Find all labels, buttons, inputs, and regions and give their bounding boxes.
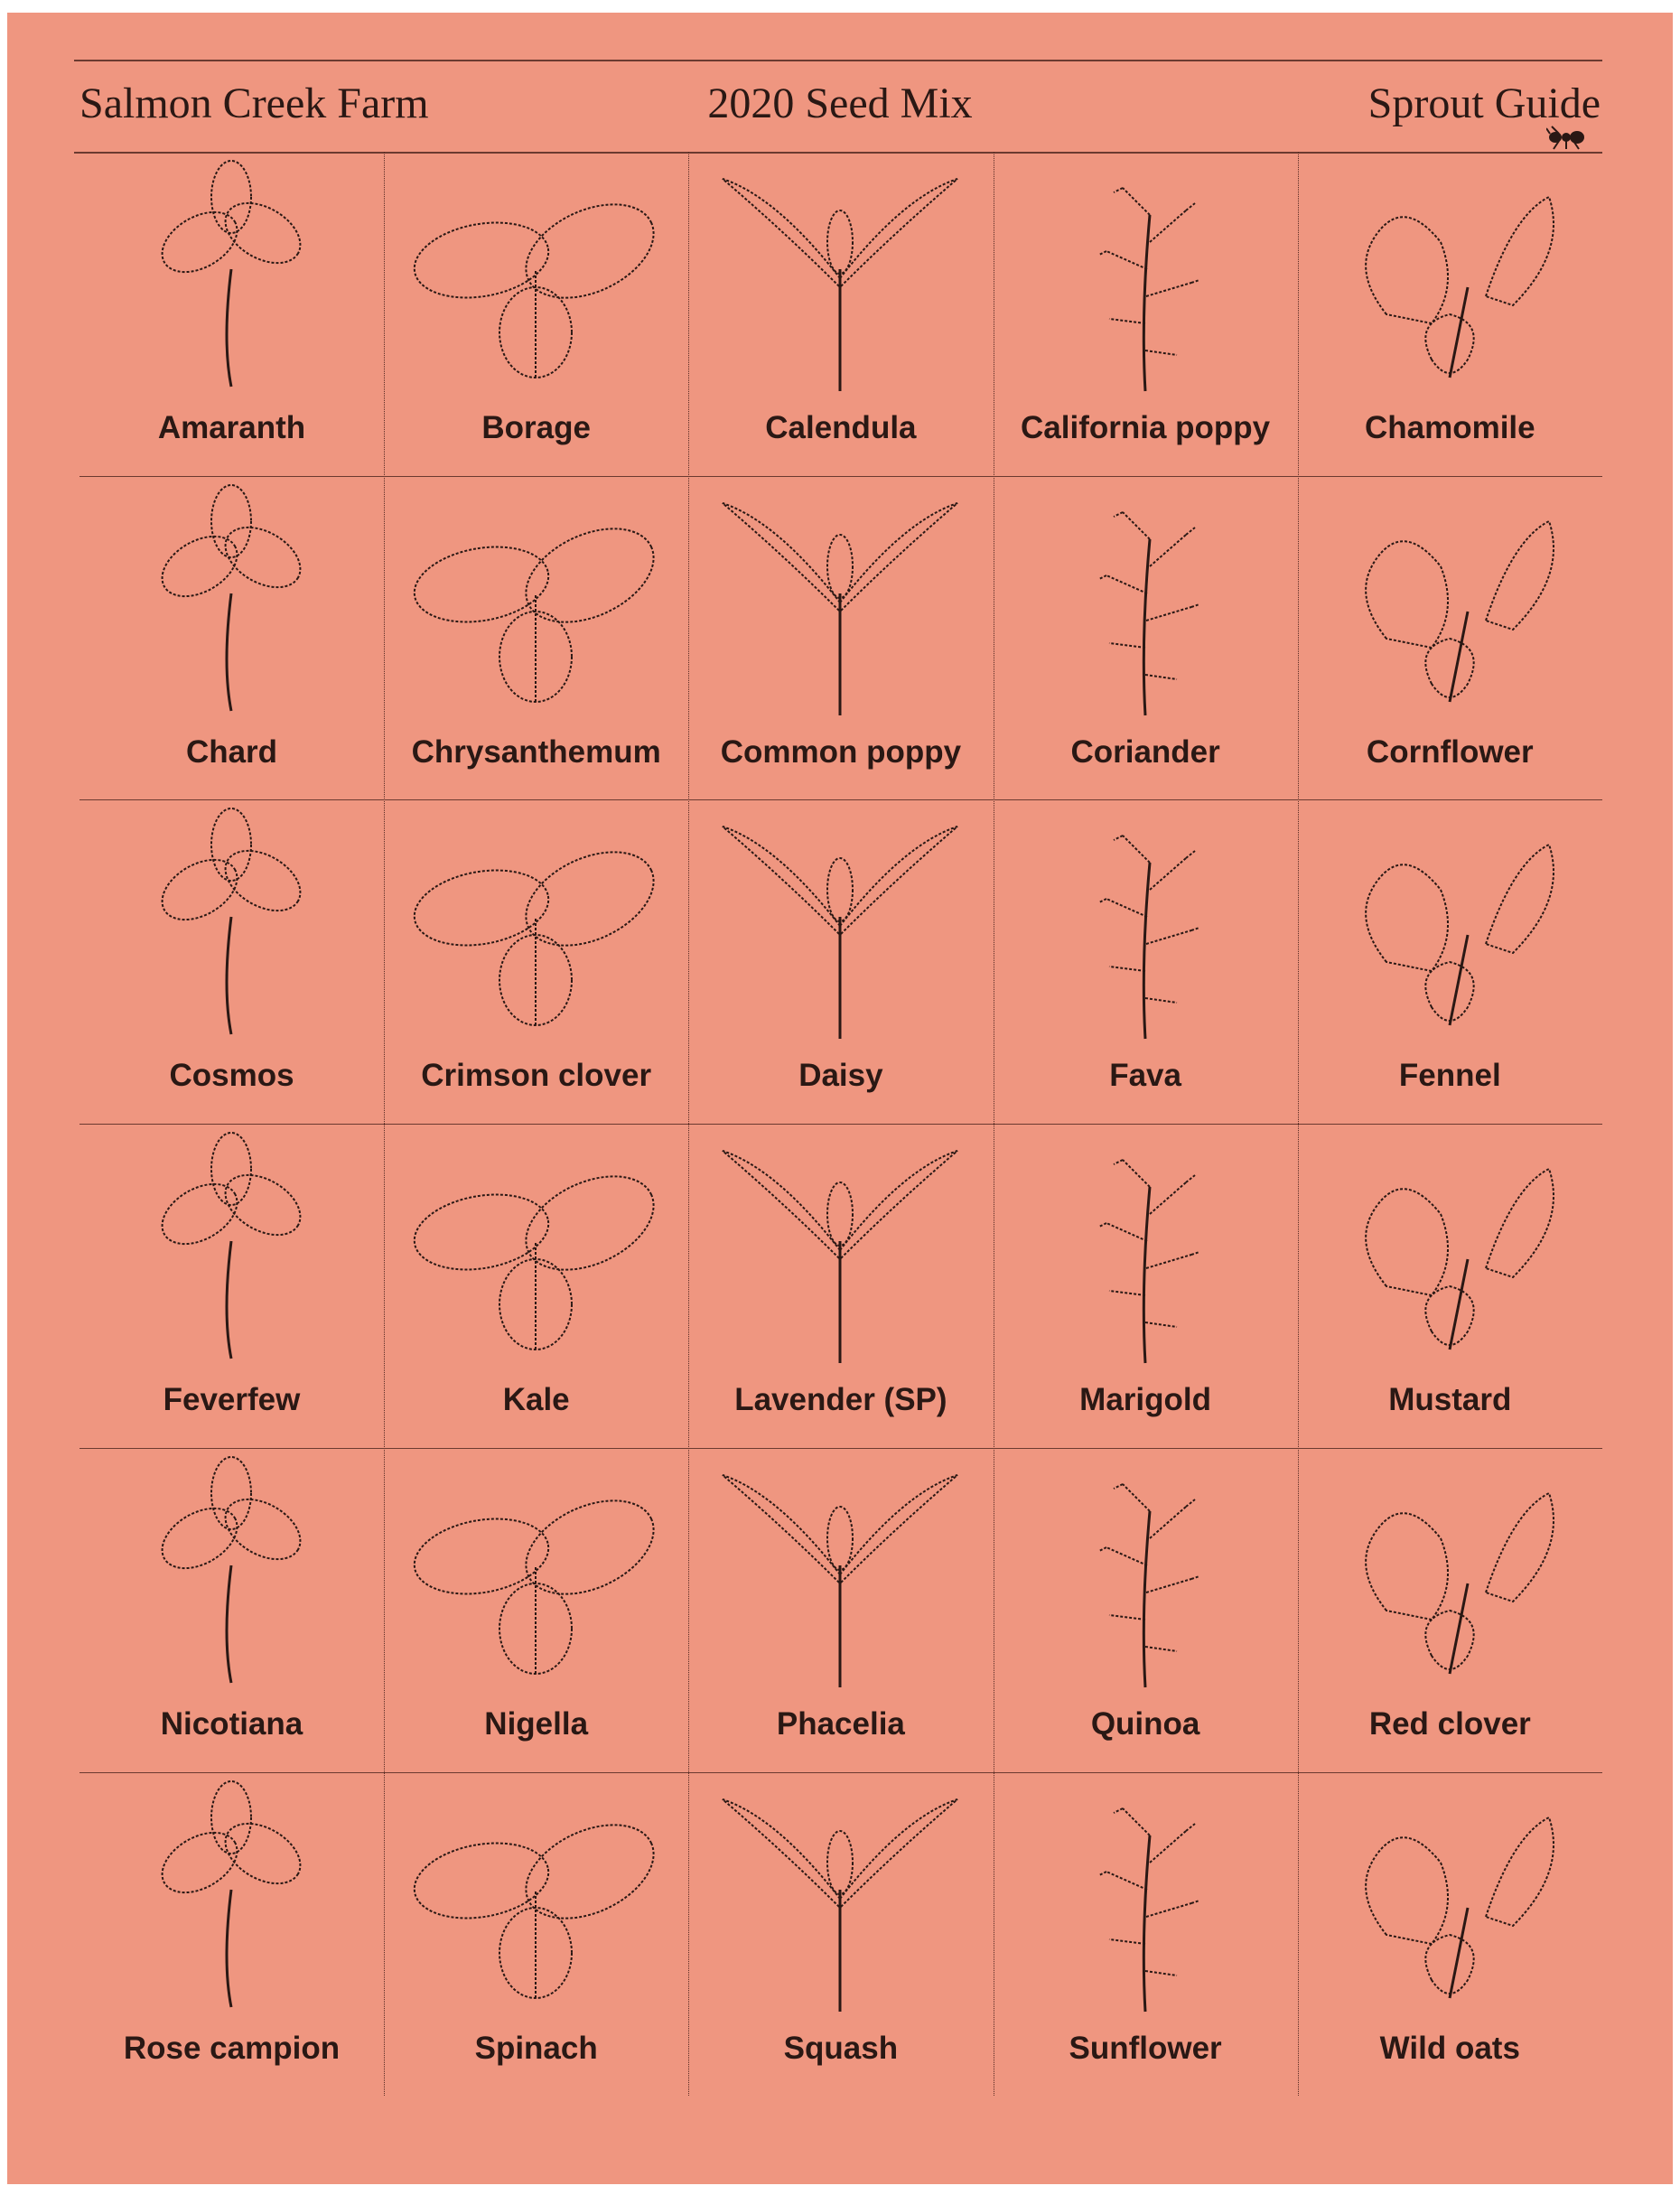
- seed-mix-title: 2020 Seed Mix: [707, 79, 973, 127]
- sprout-name: Squash: [783, 2030, 899, 2066]
- phacelia-seedling-icon: [723, 1457, 957, 1694]
- rose-campion-seedling-icon: [114, 1781, 349, 2018]
- sprout-name: Chamomile: [1364, 410, 1535, 445]
- sprout-name: Crimson clover: [421, 1058, 652, 1094]
- cosmos-seedling-icon: [114, 808, 349, 1045]
- sprout-name: Cosmos: [169, 1058, 294, 1094]
- spinach-seedling-icon: [418, 1781, 653, 2018]
- row-divider: [79, 476, 1602, 477]
- sprout-card: [994, 799, 1298, 1123]
- row-divider: [79, 799, 1602, 800]
- nicotiana-seedling-icon: [114, 1457, 349, 1694]
- fava-seedling-icon: [1028, 808, 1263, 1045]
- lavender-seedling-icon: [723, 1133, 957, 1369]
- sprout-name: Borage: [481, 410, 591, 445]
- quinoa-seedling-icon: [1028, 1457, 1263, 1694]
- sprout-name: Mustard: [1388, 1382, 1512, 1418]
- daisy-seedling-icon: [723, 808, 957, 1045]
- chamomile-seedling-icon: [1332, 161, 1567, 397]
- sprout-card: [384, 1124, 688, 1447]
- chard-seedling-icon: [114, 485, 349, 722]
- sprout-card: [1298, 1772, 1602, 2096]
- coriander-seedling-icon: [1028, 485, 1263, 722]
- sprout-name: Quinoa: [1090, 1705, 1200, 1742]
- marigold-seedling-icon: [1028, 1133, 1263, 1369]
- sprout-name: Coriander: [1070, 733, 1220, 770]
- sprout-card: [79, 799, 384, 1123]
- sprout-name: Amaranth: [157, 410, 306, 445]
- sprout-card: [994, 152, 1298, 475]
- sprout-name: Feverfew: [163, 1382, 301, 1418]
- farm-name: Salmon Creek Farm: [79, 79, 429, 127]
- sprout-name: Nigella: [484, 1705, 589, 1742]
- sprout-card: [688, 1448, 993, 1771]
- squash-seedling-icon: [723, 1781, 957, 2018]
- sprout-card: [688, 799, 993, 1123]
- nigella-seedling-icon: [418, 1457, 653, 1694]
- sprout-name: Chrysanthemum: [411, 733, 661, 770]
- row-divider: [79, 1772, 1602, 1773]
- sprout-card: [384, 152, 688, 475]
- borage-seedling-icon: [418, 161, 653, 397]
- feverfew-seedling-icon: [114, 1133, 349, 1369]
- sprout-name: California poppy: [1021, 410, 1271, 445]
- sprout-name: Phacelia: [776, 1705, 905, 1742]
- calendula-seedling-icon: [723, 161, 957, 397]
- sprout-name: Lavender (SP): [734, 1382, 947, 1418]
- sprout-guide-title: Sprout Guide: [1367, 79, 1601, 127]
- sprout-card: [79, 152, 384, 475]
- header-top-rule: [74, 60, 1602, 61]
- sprout-name: Spinach: [474, 2030, 598, 2066]
- sprout-card: [994, 476, 1298, 799]
- sprout-name: Sunflower: [1069, 2030, 1222, 2066]
- sprout-card: [688, 152, 993, 475]
- mustard-seedling-icon: [1332, 1133, 1567, 1369]
- sprout-name: Fava: [1109, 1058, 1181, 1094]
- sprout-card: [79, 476, 384, 799]
- amaranth-seedling-icon: [114, 161, 349, 397]
- wild-oats-seedling-icon: [1332, 1781, 1567, 2018]
- kale-seedling-icon: [418, 1133, 653, 1369]
- sprout-name: Cornflower: [1366, 733, 1534, 770]
- sprout-card: [384, 1448, 688, 1771]
- chrysanthemum-seedling-icon: [418, 485, 653, 722]
- sprout-name: Fennel: [1398, 1058, 1501, 1094]
- sprout-card: [1298, 799, 1602, 1123]
- ant-icon: [1546, 125, 1586, 150]
- sprout-card: [384, 476, 688, 799]
- sprout-card: [1298, 152, 1602, 475]
- sprout-card: [994, 1124, 1298, 1447]
- sprout-card: [1298, 1448, 1602, 1771]
- fennel-seedling-icon: [1332, 808, 1567, 1045]
- sprout-name: Common poppy: [720, 733, 962, 770]
- sprout-card: [994, 1448, 1298, 1771]
- sprout-name: Wild oats: [1379, 2030, 1520, 2066]
- sprout-name: Calendula: [765, 410, 917, 445]
- sprout-card: [1298, 1124, 1602, 1447]
- sprout-name: Rose campion: [123, 2030, 341, 2066]
- sprout-card: [79, 1772, 384, 2096]
- sprout-name: Nicotiana: [160, 1705, 303, 1742]
- sprout-card: [688, 1772, 993, 2096]
- sprout-name: Kale: [502, 1382, 570, 1418]
- california-poppy-seedling-icon: [1028, 161, 1263, 397]
- sprout-card: [384, 1772, 688, 2096]
- sprout-card: [688, 1124, 993, 1447]
- crimson-clover-seedling-icon: [418, 808, 653, 1045]
- common-poppy-seedling-icon: [723, 485, 957, 722]
- sprout-card: [79, 1124, 384, 1447]
- sprout-name: Marigold: [1079, 1382, 1211, 1418]
- sunflower-seedling-icon: [1028, 1781, 1263, 2018]
- sprout-name: Red clover: [1368, 1705, 1531, 1742]
- sprout-grid: [79, 152, 1602, 2096]
- cornflower-seedling-icon: [1332, 485, 1567, 722]
- sprout-card: [384, 799, 688, 1123]
- sprout-name: Daisy: [798, 1058, 883, 1094]
- row-divider: [79, 1448, 1602, 1449]
- sprout-card: [994, 1772, 1298, 2096]
- sprout-name: Chard: [185, 733, 278, 770]
- sprout-card: [1298, 476, 1602, 799]
- sprout-card: [79, 1448, 384, 1771]
- sprout-card: [688, 476, 993, 799]
- row-divider: [79, 1124, 1602, 1125]
- red-clover-seedling-icon: [1332, 1457, 1567, 1694]
